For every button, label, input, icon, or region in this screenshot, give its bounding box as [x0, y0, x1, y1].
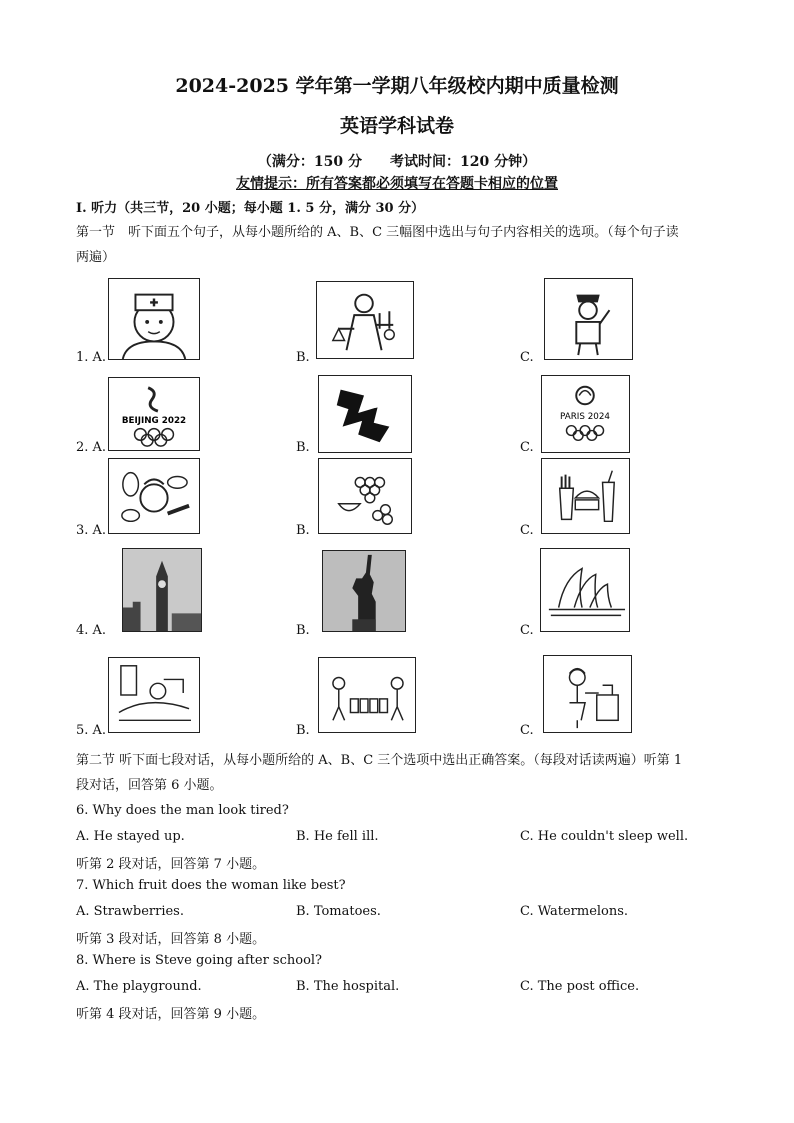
q8-option-b[interactable]: B. The hospital.	[296, 979, 400, 994]
fruits-icon[interactable]	[318, 458, 412, 534]
q8-option-a[interactable]: A. The playground.	[76, 979, 202, 994]
dialogue-3-instruction: 听第 3 段对话，回答第 8 小题。	[76, 932, 266, 947]
q5-label: 5. A.	[76, 723, 107, 738]
dialogue-4-instruction: 听第 4 段对话，回答第 9 小题。	[76, 1007, 266, 1022]
subject-title: 英语学科试卷	[339, 115, 454, 137]
part1-instructions-cont: 两遍）	[76, 250, 116, 265]
beijing-logo-text: BEIJING 2022	[121, 415, 187, 426]
q3-label-c: C.	[520, 523, 534, 538]
statue-of-liberty-icon[interactable]	[322, 550, 406, 632]
question-7: 7. Which fruit does the woman like best?	[76, 878, 346, 893]
vegetables-icon[interactable]	[108, 458, 200, 534]
q5-label-b: B.	[296, 723, 310, 738]
doctor-icon[interactable]	[108, 278, 200, 360]
girl-cooking-icon[interactable]	[543, 655, 632, 733]
q1-label: 1. A.	[76, 350, 107, 365]
fast-food-icon[interactable]	[541, 458, 630, 534]
exam-tip: 友情提示：所有答案都必须填写在答题卡相应的位置	[236, 176, 558, 192]
q2-label: 2. A.	[76, 440, 107, 455]
paris-2024-logo[interactable]	[541, 375, 630, 453]
q7-option-c[interactable]: C. Watermelons.	[520, 904, 629, 919]
q3-label-b: B.	[296, 523, 310, 538]
q5-label-c: C.	[520, 723, 534, 738]
beijing-2022-logo[interactable]	[108, 377, 200, 451]
q4-label-c: C.	[520, 623, 534, 638]
question-8: 8. Where is Steve going after school?	[76, 953, 323, 968]
part2-instructions-cont: 段对话，回答第 6 小题。	[76, 778, 223, 793]
q6-option-b[interactable]: B. He fell ill.	[296, 829, 379, 844]
q3-label: 3. A.	[76, 523, 107, 538]
sorting-trash-icon[interactable]	[318, 657, 416, 733]
q1-label-c: C.	[520, 350, 534, 365]
exam-meta: （满分：150 分 考试时间：120 分钟）	[257, 154, 537, 170]
police-officer-icon[interactable]	[544, 278, 633, 360]
paris-logo-text: PARIS 2024	[560, 411, 610, 422]
sydney-opera-house-icon[interactable]	[540, 548, 630, 632]
q4-label: 4. A.	[76, 623, 107, 638]
q1-label-b: B.	[296, 350, 310, 365]
part2-instructions: 第二节 听下面七段对话，从每小题所给的 A、B、C 三个选项中选出正确答案。（每段对话读两遍）听第 1	[76, 753, 683, 768]
q6-option-c[interactable]: C. He couldn't sleep well.	[520, 829, 689, 844]
q6-option-a[interactable]: A. He stayed up.	[76, 829, 185, 844]
sick-in-bed-icon[interactable]	[108, 657, 200, 733]
exam-title: 2024-2025 学年第一学期八年级校内期中质量检测	[175, 75, 619, 97]
london-2012-logo[interactable]	[318, 375, 412, 453]
q7-option-a[interactable]: A. Strawberries.	[76, 904, 184, 919]
q8-option-c[interactable]: C. The post office.	[520, 979, 640, 994]
part1-instructions: 第一节 听下面五个句子，从每小题所给的 A、B、C 三幅图中选出与句子内容相关的选项。（每个句子读	[76, 225, 679, 240]
q2-label-c: C.	[520, 440, 534, 455]
big-ben-icon[interactable]	[122, 548, 202, 632]
scientist-icon[interactable]	[316, 281, 414, 359]
question-6: 6. Why does the man look tired?	[76, 803, 289, 818]
q2-label-b: B.	[296, 440, 310, 455]
q4-label-b: B.	[296, 623, 310, 638]
section-heading: Ⅰ. 听力（共三节，20 小题；每小题 1. 5 分，满分 30 分）	[76, 201, 425, 216]
dialogue-2-instruction: 听第 2 段对话，回答第 7 小题。	[76, 857, 266, 872]
q7-option-b[interactable]: B. Tomatoes.	[296, 904, 381, 919]
